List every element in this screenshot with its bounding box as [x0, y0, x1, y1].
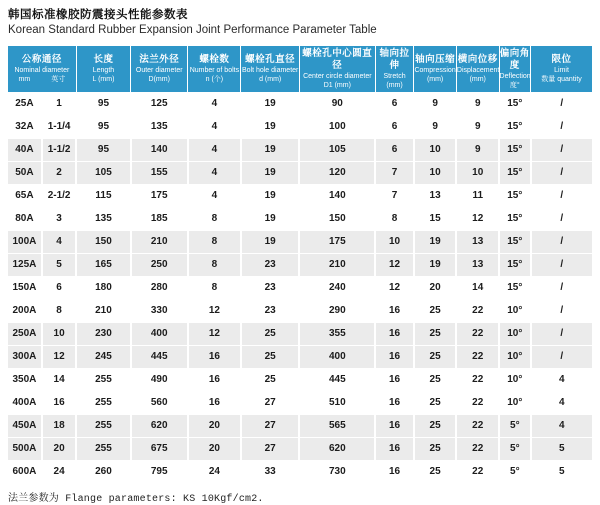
cell: 13 — [414, 185, 457, 208]
cell: 12 — [42, 346, 76, 369]
col-header-en: Displacement — [456, 67, 500, 74]
cell: 4 — [531, 392, 592, 415]
col-header-stretch — [375, 46, 414, 93]
cell: 25 — [414, 369, 457, 392]
col-header-zh: 轴向压缩 — [415, 54, 456, 65]
col-header-nominal-diameter — [8, 46, 76, 93]
col-header-zh: 螺栓孔中心圆直径 — [302, 48, 373, 71]
cell: 12 — [375, 254, 414, 277]
table-row — [8, 231, 592, 254]
table-row — [8, 323, 592, 346]
col-header-zh: 轴向拉伸 — [379, 48, 410, 71]
cell: 20 — [414, 277, 457, 300]
table-row — [8, 254, 592, 277]
cell: 27 — [241, 415, 299, 438]
cell-nominal-diameter: 500A — [8, 438, 42, 461]
cell: 25 — [414, 438, 457, 461]
cell-nominal-diameter: 250A — [8, 323, 42, 346]
col-header-subunit: mm — [18, 76, 31, 83]
cell: 2-1/2 — [42, 185, 76, 208]
cell: 16 — [375, 461, 414, 484]
cell: 13 — [456, 254, 499, 277]
cell: 16 — [375, 438, 414, 461]
cell: 15° — [499, 93, 531, 116]
col-header-en: Deflection — [499, 73, 531, 80]
cell: 22 — [456, 346, 499, 369]
col-header-number-of-bolts — [188, 46, 241, 93]
cell: 19 — [241, 162, 299, 185]
cell: 12 — [456, 208, 499, 231]
cell: 18 — [42, 415, 76, 438]
col-header-outer-diameter — [131, 46, 188, 93]
cell: 4 — [188, 93, 241, 116]
cell: 23 — [241, 254, 299, 277]
cell: 165 — [76, 254, 130, 277]
col-header-unit: d (mm) — [259, 76, 282, 83]
cell: 255 — [76, 438, 130, 461]
col-header-en: Length — [92, 67, 115, 74]
cell: 4 — [188, 162, 241, 185]
col-header-unit: 数量 quantity — [541, 76, 582, 83]
cell: 22 — [456, 461, 499, 484]
cell: 180 — [76, 277, 130, 300]
cell: 255 — [76, 392, 130, 415]
cell: 12 — [188, 323, 241, 346]
cell: 22 — [456, 415, 499, 438]
cell: 19 — [241, 185, 299, 208]
cell: 9 — [414, 93, 457, 116]
cell: 25 — [414, 392, 457, 415]
cell: 8 — [42, 300, 76, 323]
table-row — [8, 300, 592, 323]
cell-nominal-diameter: 350A — [8, 369, 42, 392]
cell: 19 — [241, 116, 299, 139]
col-header-unit: (mm) — [426, 76, 444, 83]
cell: 490 — [131, 369, 188, 392]
cell: 22 — [456, 323, 499, 346]
cell: 6 — [375, 139, 414, 162]
cell: 16 — [375, 323, 414, 346]
cell: 19 — [241, 93, 299, 116]
cell: 400 — [131, 323, 188, 346]
cell: 16 — [188, 369, 241, 392]
cell: 19 — [241, 231, 299, 254]
cell: / — [531, 139, 592, 162]
cell: 290 — [299, 300, 375, 323]
col-header-deflection — [499, 46, 531, 93]
cell: 15° — [499, 254, 531, 277]
cell: 4 — [531, 369, 592, 392]
header-row — [8, 46, 592, 93]
cell: 255 — [76, 415, 130, 438]
col-header-subunit: 英寸 — [51, 76, 66, 83]
cell: 10° — [499, 369, 531, 392]
cell: 22 — [456, 300, 499, 323]
table-body — [8, 93, 592, 484]
cell: 10° — [499, 300, 531, 323]
col-header-unit: (mm) — [386, 82, 403, 89]
cell-nominal-diameter: 300A — [8, 346, 42, 369]
cell: 16 — [375, 346, 414, 369]
col-header-zh: 偏向角度 — [499, 48, 530, 71]
cell: / — [531, 208, 592, 231]
cell: 5° — [499, 438, 531, 461]
table-row — [8, 139, 592, 162]
cell: 6 — [42, 277, 76, 300]
cell-nominal-diameter: 600A — [8, 461, 42, 484]
cell: 15° — [499, 162, 531, 185]
cell: 9 — [456, 139, 499, 162]
cell: 90 — [299, 93, 375, 116]
cell: 140 — [131, 139, 188, 162]
cell: 15° — [499, 208, 531, 231]
cell: 210 — [131, 231, 188, 254]
col-header-unit: D(mm) — [148, 76, 170, 83]
cell: 100 — [299, 116, 375, 139]
cell: 10 — [414, 139, 457, 162]
table-row — [8, 162, 592, 185]
cell-nominal-diameter: 100A — [8, 231, 42, 254]
cell: 27 — [241, 392, 299, 415]
cell-nominal-diameter: 200A — [8, 300, 42, 323]
cell: 210 — [299, 254, 375, 277]
cell-nominal-diameter: 50A — [8, 162, 42, 185]
col-header-unit: L (mm) — [92, 76, 115, 83]
cell: 400 — [299, 346, 375, 369]
footer-note: 法兰参数为 Flange parameters: KS 10Kgf/cm2. — [8, 494, 264, 505]
col-header-en: Stretch — [383, 73, 406, 80]
cell: / — [531, 254, 592, 277]
cell: 15° — [499, 231, 531, 254]
cell: / — [531, 116, 592, 139]
cell: 10 — [414, 162, 457, 185]
cell: 7 — [375, 185, 414, 208]
cell: 795 — [131, 461, 188, 484]
cell: 125 — [131, 93, 188, 116]
cell: 10° — [499, 392, 531, 415]
col-header-en: Bolt hole diameter — [241, 67, 299, 74]
cell: 13 — [456, 231, 499, 254]
cell: 330 — [131, 300, 188, 323]
cell: 19 — [414, 254, 457, 277]
cell: 10 — [42, 323, 76, 346]
col-header-en: Compression — [414, 67, 456, 74]
cell: 16 — [188, 392, 241, 415]
cell: 730 — [299, 461, 375, 484]
cell: 135 — [76, 208, 130, 231]
col-header-zh: 横向位移 — [457, 54, 498, 65]
cell: 445 — [299, 369, 375, 392]
col-header-en: Limit — [554, 67, 569, 74]
cell: 16 — [375, 369, 414, 392]
cell: 510 — [299, 392, 375, 415]
cell: 20 — [42, 438, 76, 461]
cell: 10 — [375, 231, 414, 254]
cell: 95 — [76, 116, 130, 139]
cell: 4 — [531, 415, 592, 438]
cell: 230 — [76, 323, 130, 346]
col-header-zh: 公称通径 — [21, 54, 62, 65]
col-header-zh: 限位 — [551, 54, 572, 65]
col-header-bolt-hole-diameter — [241, 46, 299, 93]
cell: 175 — [131, 185, 188, 208]
cell: 245 — [76, 346, 130, 369]
cell: 25 — [241, 346, 299, 369]
cell: 22 — [456, 438, 499, 461]
cell: 16 — [188, 346, 241, 369]
cell: 5 — [531, 461, 592, 484]
cell: 210 — [76, 300, 130, 323]
page-title-zh: 韩国标准橡胶防震接头性能参数表 — [8, 9, 188, 21]
cell: 11 — [456, 185, 499, 208]
cell: 10° — [499, 323, 531, 346]
cell: / — [531, 346, 592, 369]
cell: 560 — [131, 392, 188, 415]
cell: 95 — [76, 93, 130, 116]
cell: 25 — [241, 369, 299, 392]
cell: 24 — [42, 461, 76, 484]
col-header-unit: 度° — [509, 82, 520, 89]
cell: 15° — [499, 116, 531, 139]
cell: / — [531, 93, 592, 116]
cell: 105 — [299, 139, 375, 162]
col-header-displacement — [456, 46, 499, 93]
cell: 12 — [188, 300, 241, 323]
cell: 280 — [131, 277, 188, 300]
table-header — [8, 46, 592, 93]
cell: 19 — [414, 231, 457, 254]
cell: 140 — [299, 185, 375, 208]
cell: 22 — [456, 392, 499, 415]
cell-nominal-diameter: 125A — [8, 254, 42, 277]
cell: 675 — [131, 438, 188, 461]
cell: 9 — [456, 93, 499, 116]
cell: 1 — [42, 93, 76, 116]
cell: 12 — [375, 277, 414, 300]
cell: 2 — [42, 162, 76, 185]
cell: 19 — [241, 139, 299, 162]
table-row — [8, 277, 592, 300]
col-header-limit — [531, 46, 592, 93]
cell: 4 — [188, 139, 241, 162]
cell-nominal-diameter: 400A — [8, 392, 42, 415]
cell-nominal-diameter: 450A — [8, 415, 42, 438]
cell: 5° — [499, 461, 531, 484]
table-row — [8, 116, 592, 139]
cell: 8 — [188, 254, 241, 277]
table-row — [8, 346, 592, 369]
cell: 8 — [188, 231, 241, 254]
cell: 6 — [375, 116, 414, 139]
cell: 25 — [241, 323, 299, 346]
cell: 185 — [131, 208, 188, 231]
cell: 175 — [299, 231, 375, 254]
cell: 115 — [76, 185, 130, 208]
cell: 4 — [42, 231, 76, 254]
cell: 25 — [414, 415, 457, 438]
cell: 150 — [76, 231, 130, 254]
cell: 27 — [241, 438, 299, 461]
col-header-zh: 螺栓数 — [199, 54, 230, 65]
cell-nominal-diameter: 150A — [8, 277, 42, 300]
cell: 3 — [42, 208, 76, 231]
cell: 23 — [241, 300, 299, 323]
cell: 14 — [456, 277, 499, 300]
table-row — [8, 438, 592, 461]
cell: 355 — [299, 323, 375, 346]
table-row — [8, 369, 592, 392]
cell: 16 — [375, 392, 414, 415]
cell: / — [531, 162, 592, 185]
cell-nominal-diameter: 25A — [8, 93, 42, 116]
col-header-en: Outer diameter — [135, 67, 183, 74]
cell: 1-1/4 — [42, 116, 76, 139]
cell: 620 — [131, 415, 188, 438]
cell: / — [531, 185, 592, 208]
cell-nominal-diameter: 40A — [8, 139, 42, 162]
cell: 16 — [375, 415, 414, 438]
cell-nominal-diameter: 65A — [8, 185, 42, 208]
col-header-en: Number of bolts — [189, 67, 240, 74]
cell: 4 — [188, 116, 241, 139]
col-header-center-circle-diameter — [299, 46, 375, 93]
col-header-en: Center circle diameter — [303, 73, 372, 80]
cell: 8 — [188, 208, 241, 231]
cell: 15 — [414, 208, 457, 231]
cell: 15° — [499, 277, 531, 300]
cell: 255 — [76, 369, 130, 392]
cell: 15° — [499, 139, 531, 162]
cell: / — [531, 300, 592, 323]
cell: 4 — [188, 185, 241, 208]
table-row — [8, 93, 592, 116]
col-header-unit — [8, 75, 76, 84]
cell: 9 — [456, 116, 499, 139]
cell: 25 — [414, 461, 457, 484]
table-row — [8, 185, 592, 208]
col-header-unit: (mm) — [469, 76, 486, 83]
page-title-en: Korean Standard Rubber Expansion Joint Performance Parameter Table — [8, 24, 377, 36]
cell: 10° — [499, 346, 531, 369]
col-header-length — [76, 46, 130, 93]
col-header-zh: 长度 — [93, 54, 114, 65]
col-header-en: Nominal diameter — [14, 67, 70, 74]
cell: 25 — [414, 323, 457, 346]
cell: 25 — [414, 346, 457, 369]
table-row — [8, 415, 592, 438]
cell: / — [531, 323, 592, 346]
cell-nominal-diameter: 80A — [8, 208, 42, 231]
cell: 14 — [42, 369, 76, 392]
cell: 105 — [76, 162, 130, 185]
table-row — [8, 461, 592, 484]
cell: 20 — [188, 438, 241, 461]
parameter-table — [8, 46, 592, 483]
cell: 565 — [299, 415, 375, 438]
cell: 445 — [131, 346, 188, 369]
col-header-unit: D1 (mm) — [323, 82, 351, 89]
cell: 9 — [414, 116, 457, 139]
cell: / — [531, 231, 592, 254]
cell: 23 — [241, 277, 299, 300]
cell: 260 — [76, 461, 130, 484]
cell: 5 — [42, 254, 76, 277]
cell: 7 — [375, 162, 414, 185]
cell: / — [531, 277, 592, 300]
cell: 16 — [375, 300, 414, 323]
cell: 95 — [76, 139, 130, 162]
col-header-compression — [414, 46, 457, 93]
cell: 6 — [375, 93, 414, 116]
cell-nominal-diameter: 32A — [8, 116, 42, 139]
cell: 1-1/2 — [42, 139, 76, 162]
cell: 250 — [131, 254, 188, 277]
cell: 155 — [131, 162, 188, 185]
cell: 8 — [375, 208, 414, 231]
col-header-zh: 法兰外径 — [139, 54, 180, 65]
col-header-zh: 螺栓孔直径 — [245, 54, 296, 65]
cell: 10 — [456, 162, 499, 185]
cell: 620 — [299, 438, 375, 461]
table-row — [8, 208, 592, 231]
cell: 33 — [241, 461, 299, 484]
table-row — [8, 392, 592, 415]
col-header-unit: n (个) — [205, 76, 224, 83]
cell: 5° — [499, 415, 531, 438]
cell: 24 — [188, 461, 241, 484]
cell: 22 — [456, 369, 499, 392]
cell: 240 — [299, 277, 375, 300]
cell: 25 — [414, 300, 457, 323]
cell: 20 — [188, 415, 241, 438]
cell: 135 — [131, 116, 188, 139]
cell: 15° — [499, 185, 531, 208]
cell: 16 — [42, 392, 76, 415]
cell: 150 — [299, 208, 375, 231]
cell: 19 — [241, 208, 299, 231]
cell: 120 — [299, 162, 375, 185]
cell: 8 — [188, 277, 241, 300]
cell: 5 — [531, 438, 592, 461]
